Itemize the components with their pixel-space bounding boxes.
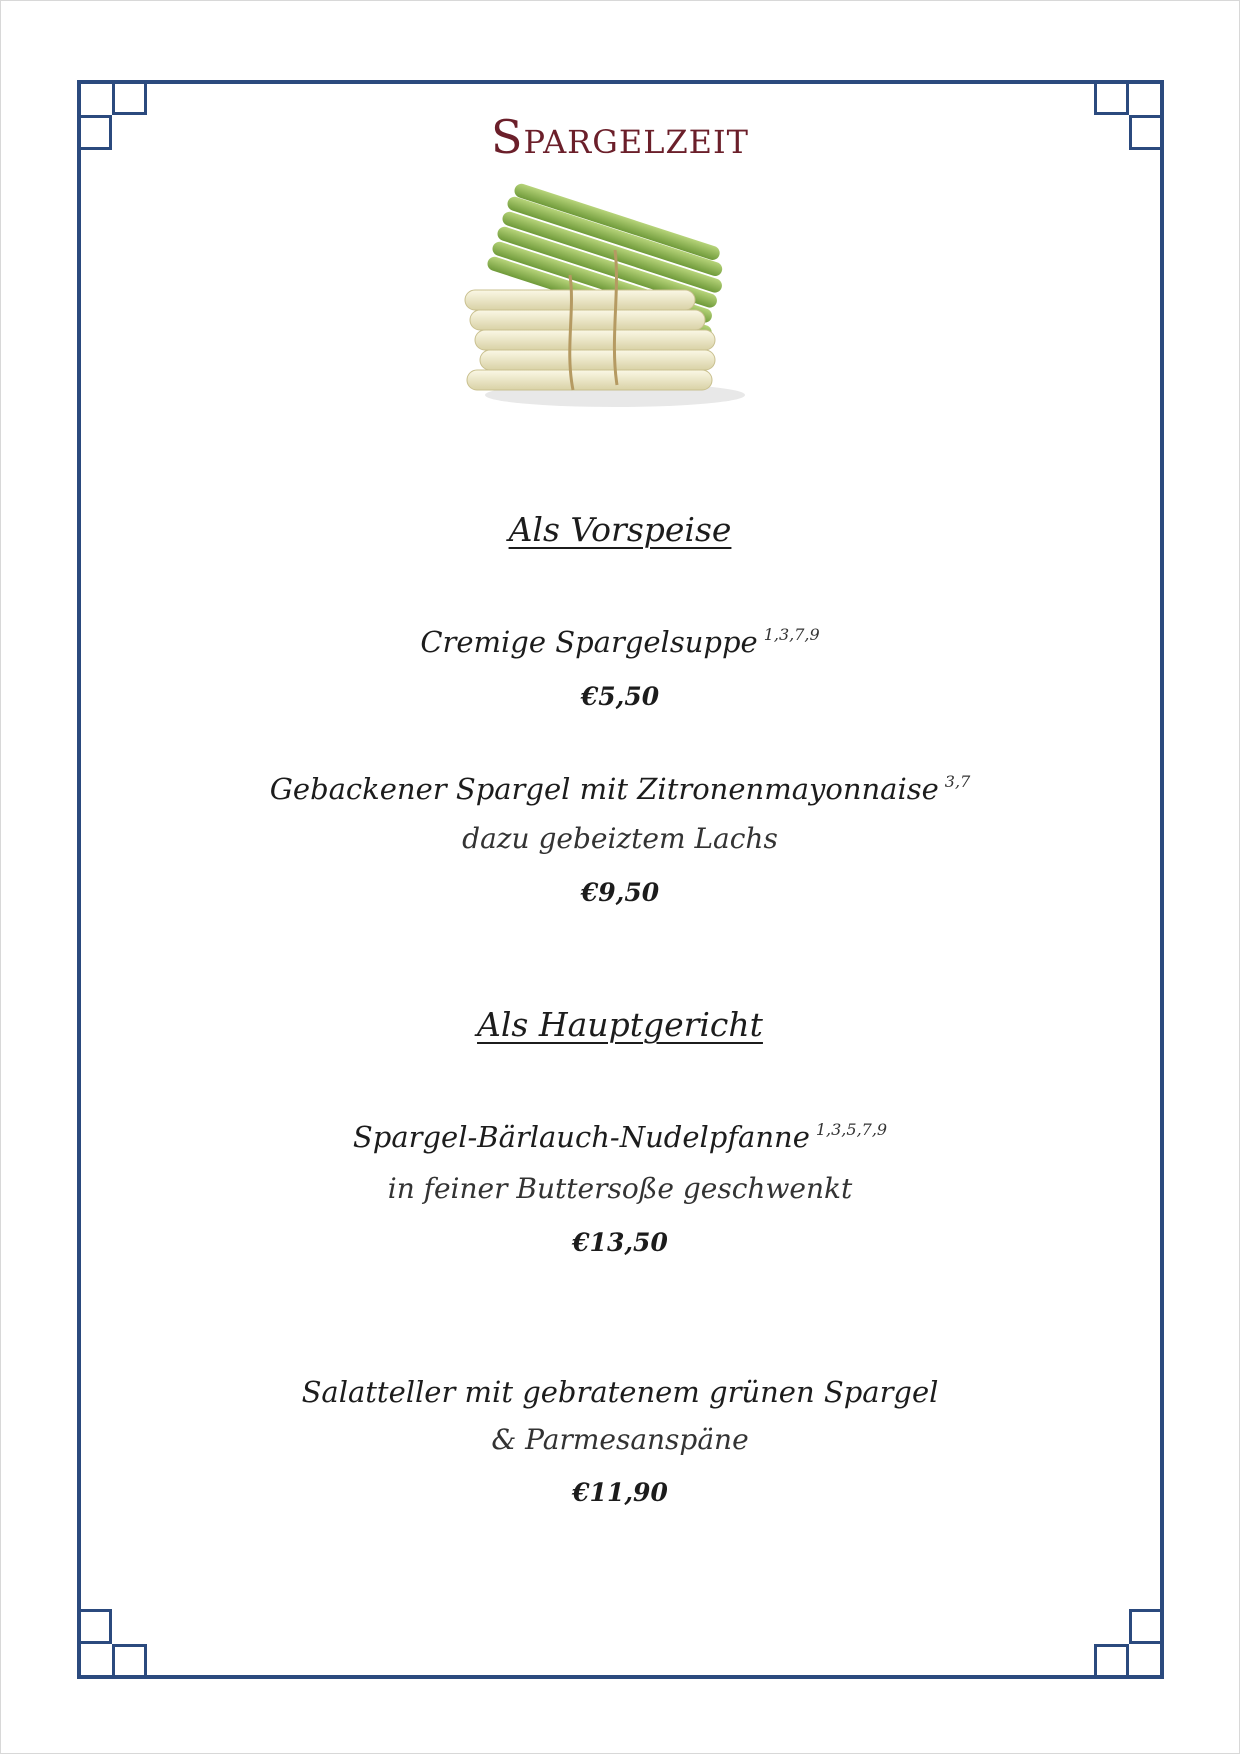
corner-ornament-bottom-left: [77, 1609, 147, 1679]
dish-title: Gebackener Spargel mit Zitronenmayonnaise: [269, 772, 939, 806]
section-heading-vorspeise: Als Vorspeise: [508, 510, 732, 549]
dish-name: [0, 772, 1240, 806]
allergen-codes: 1,3,7,9: [763, 625, 820, 644]
dish-title: Salatteller mit gebratenem grünen Spargel: [301, 1375, 939, 1409]
dish-name: [0, 625, 1240, 659]
corner-ornament-bottom-right: [1094, 1609, 1164, 1679]
dish-title: Spargel-Bärlauch-Nudelpfanne: [352, 1120, 810, 1154]
asparagus-image: [455, 180, 775, 415]
dish-title: Cremige Spargelsuppe: [420, 625, 758, 659]
menu-title: Spargelzeit: [490, 110, 750, 164]
dish-price: €5,50: [580, 682, 660, 711]
dish-name: [0, 1375, 1240, 1409]
allergen-codes: 1,3,5,7,9: [815, 1120, 888, 1139]
dish-price: €13,50: [572, 1228, 668, 1257]
section-heading-hauptgericht: Als Hauptgericht: [477, 1005, 763, 1044]
dish-description: & Parmesanspäne: [491, 1423, 749, 1456]
dish-price: €11,90: [572, 1478, 668, 1507]
dish-price: €9,50: [580, 878, 660, 907]
dish-description: in feiner Buttersoße geschwenkt: [387, 1172, 853, 1205]
dish-name: [0, 1120, 1240, 1154]
dish-description: dazu gebeiztem Lachs: [462, 822, 778, 855]
allergen-codes: 3,7: [944, 772, 971, 791]
